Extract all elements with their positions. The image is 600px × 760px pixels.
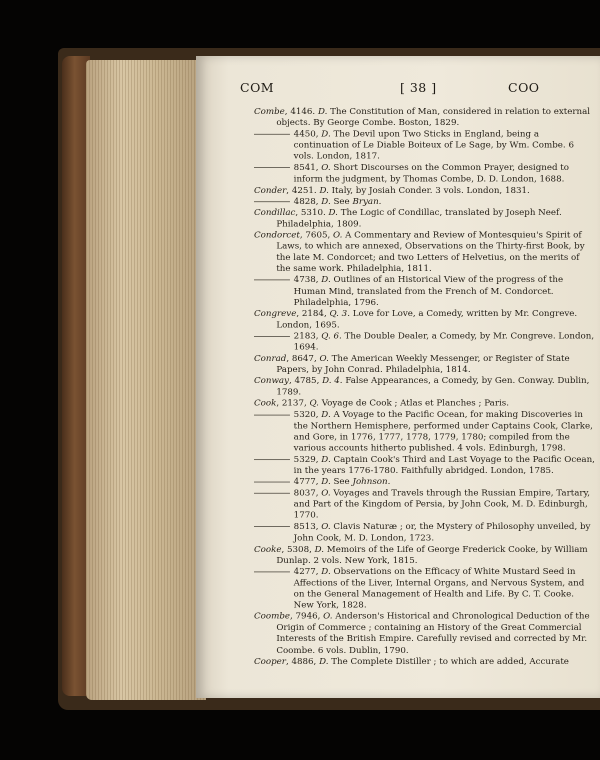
ditto-rule xyxy=(254,572,290,573)
entry-text: The Logic of Condillac, translated by Joseph Neef. Philadelphia, 1809. xyxy=(276,207,562,229)
author-name: Cooper xyxy=(254,656,286,667)
catalogue-entry: Condorcet, 7605, O. A Commentary and Review of Montesquieu's Spirit of Laws, to which are annexed, Observations on the Thirty-first Book, by the late M. Condorcet; and two Letters of Helvetius, on the merits of the same work. Philadelphia, 1811. xyxy=(254,230,585,274)
ditto-rule xyxy=(254,527,290,528)
entry-text: The Constitution of Man, considered in relation to external objects. By George Combe. Boston, 1829. xyxy=(276,106,591,128)
catalogue-subentry xyxy=(254,454,595,476)
ditto-rule xyxy=(254,134,290,135)
size-code: D. xyxy=(321,476,331,487)
shelf-number: 8037, xyxy=(293,488,319,498)
entry-text: Observations on the Efficacy of White Mustard Seed in Affections of the Liver, Internal Organs, and Nervous System, and on the General Management of Health and Life. By C. T. Cooke. New York, 1828. xyxy=(293,566,585,611)
cross-reference: Johnson. xyxy=(352,476,391,487)
entry-text: Short Discourses on the Common Prayer, designed to inform the judgment, by Thomas Combe, D. D. London, 1688. xyxy=(293,162,570,184)
catalogue-entry: Conrad, 8647, O. The American Weekly Messenger, or Register of State Papers, by John Conrad. Philadelphia, 1814. xyxy=(254,353,570,375)
catalogue-entry: Coombe, 7946, O. Anderson's Historical and Chronological Deduction of the Origin of Commerce ; containing an History of the Great Commercial Interests of the British Empire. Carefully revised and corrected by Mr. Coombe. 6 vols. Dublin, 1790. xyxy=(254,611,590,656)
catalogue-subentry xyxy=(254,162,595,184)
entry-text: Italy, by Josiah Conder. 3 vols. London, 1831. xyxy=(331,185,530,196)
entry-text: See xyxy=(333,476,353,487)
ditto-rule xyxy=(254,201,290,202)
size-code: D. xyxy=(321,409,331,420)
entry-text: The Devil upon Two Sticks in England, being a continuation of Le Diable Boiteux of Le Sage, by Wm. Combe. 6 vols. London, 1817. xyxy=(293,129,574,162)
catalogue-subentry xyxy=(254,274,595,308)
catalogue-entries xyxy=(254,106,595,667)
size-code: O. xyxy=(323,611,333,622)
shelf-number: 4785, xyxy=(294,375,320,386)
size-code: Q. 6. xyxy=(321,330,342,341)
shelf-number: 4738, xyxy=(293,274,319,285)
entry-text: False Appearances, a Comedy, by Gen. Conway. Dublin, 1789. xyxy=(276,375,590,397)
size-code: D. 4. xyxy=(322,375,343,386)
author-name: Combe xyxy=(254,106,285,117)
entry-text: See xyxy=(333,196,353,207)
author-name: Condillac xyxy=(254,207,296,218)
catalogue-subentry xyxy=(254,409,595,454)
catalogue-subentry xyxy=(254,521,595,543)
size-code: D. xyxy=(321,274,331,285)
book-page xyxy=(196,56,600,698)
catalogue-entry: Condillac, 5310. D. The Logic of Condillac, translated by Joseph Neef. Philadelphia, 1809. xyxy=(254,207,562,229)
size-code: Q. xyxy=(309,398,319,409)
ditto-rule xyxy=(254,459,290,460)
size-code: O. xyxy=(333,230,343,240)
entry-text: The Double Dealer, a Comedy, by Mr. Congreve. London, 1694. xyxy=(293,330,595,353)
shelf-number: 4777, xyxy=(293,476,319,487)
catalogue-subentry xyxy=(254,566,595,611)
author-name: Cook xyxy=(254,398,277,409)
catalogue-entry: Conway, 4785, D. 4. False Appearances, a Comedy, by Gen. Conway. Dublin, 1789. xyxy=(254,375,590,397)
ditto-rule xyxy=(254,482,290,483)
catalogue-entry: Cooper, 4886, D. The Complete Distiller ; to which are added, Accurate xyxy=(254,656,569,667)
author-name: Conrad xyxy=(254,353,287,364)
ditto-rule xyxy=(254,168,290,169)
size-code: D. xyxy=(328,207,338,218)
catalogue-subentry xyxy=(254,128,595,162)
size-code: O. xyxy=(321,521,331,532)
shelf-number: 4828, xyxy=(293,196,319,207)
entry-text: The Complete Distiller ; to which are added, Accurate xyxy=(331,656,569,667)
shelf-number: 8541, xyxy=(293,162,319,173)
entry-text: Anderson's Historical and Chronological Deduction of the Origin of Commerce ; containing an History of the Great Commercial Interests of the British Empire. Carefully revised and corrected by Mr. Coombe. 6 vols. Dublin, 1790. xyxy=(276,611,590,656)
catalogue-subentry xyxy=(254,330,595,352)
size-code: O. xyxy=(319,353,329,364)
shelf-number: 5320, xyxy=(293,409,319,420)
entry-text: Outlines of an Historical View of the progress of the Human Mind, translated from the French of M. Condorcet. Philadelphia, 1796. xyxy=(293,274,564,308)
author-name: Condorcet xyxy=(254,230,300,240)
page-number: [ 38 ] xyxy=(400,80,437,95)
shelf-number: 2184, xyxy=(301,308,327,319)
entry-text: Voyages and Travels through the Russian Empire, Tartary, and Part of the Kingdom of Persia, by John Cook, M. D. Edinburgh, 1770. xyxy=(293,488,591,521)
catalogue-subentry xyxy=(254,476,595,487)
shelf-number: 8513, xyxy=(293,521,319,532)
catalogue-entry: Cook, 2137, Q. Voyage de Cook ; Atlas et Planches ; Paris. xyxy=(254,398,509,409)
shelf-number: 4277, xyxy=(293,566,319,577)
entry-text: A Voyage to the Pacific Ocean, for making Discoveries in the Northern Hemisphere, performed under Captains Cook, Clarke, and Gore, in 1776, 1777, 1778, 1779, 1780; compiled from the various accounts hitherto published. 4 vols. Edinburgh, 1798. xyxy=(293,409,593,454)
shelf-number: 2183, xyxy=(293,330,319,341)
size-code: D. xyxy=(321,566,331,577)
shelf-number: 2137, xyxy=(281,398,307,409)
author-name: Conway xyxy=(254,375,289,386)
author-name: Cooke xyxy=(254,544,282,555)
catalogue-entry: Conder, 4251. D. Italy, by Josiah Conder. 3 vols. London, 1831. xyxy=(254,185,530,196)
size-code: D. xyxy=(321,454,331,465)
page-edges xyxy=(86,60,206,700)
shelf-number: 4450, xyxy=(293,129,319,139)
size-code: Q. 3. xyxy=(329,308,350,319)
shelf-number: 7946, xyxy=(295,611,321,622)
ditto-rule xyxy=(254,493,290,494)
header-left: COM xyxy=(240,80,275,95)
shelf-number: 4146. xyxy=(290,106,316,117)
size-code: D. xyxy=(321,196,331,207)
shelf-number: 5308, xyxy=(287,544,312,555)
entry-text: A Commentary and Review of Montesquieu's Spirit of Laws, to which are annexed, Observations on the Thirty-first Book, by the late M. Condorcet; and two Letters of Helvetius, on the merits of the same work. Philadelphia, 1811. xyxy=(276,230,585,274)
size-code: D. xyxy=(317,106,328,117)
entry-text: Voyage de Cook ; Atlas et Planches ; Paris. xyxy=(321,398,509,409)
ditto-rule xyxy=(254,414,290,415)
entry-text: Memoirs of the Life of George Frederick Cooke, by William Dunlap. 2 vols. New York, 1815. xyxy=(276,544,588,566)
size-code: O. xyxy=(321,488,331,498)
shelf-number: 8647, xyxy=(291,353,317,364)
size-code: D. xyxy=(314,544,325,555)
entry-text: Captain Cook's Third and Last Voyage to the Pacific Ocean, in the years 1776-1780. Faithfully abridged. London, 1785. xyxy=(293,454,595,476)
shelf-number: 4251. xyxy=(291,185,317,196)
catalogue-subentry xyxy=(254,196,595,207)
author-name: Congreve xyxy=(254,308,297,319)
cross-reference: Bryan. xyxy=(352,196,382,207)
entry-text: Love for Love, a Comedy, written by Mr. Congreve. London, 1695. xyxy=(276,308,578,330)
running-header xyxy=(196,80,600,100)
catalogue-entry: Cooke, 5308, D. Memoirs of the Life of George Frederick Cooke, by William Dunlap. 2 vols. New York, 1815. xyxy=(254,544,588,566)
shelf-number: 5329, xyxy=(293,454,319,465)
catalogue-subentry xyxy=(254,487,595,521)
author-name: Conder xyxy=(254,185,287,196)
catalogue-entry: Congreve, 2184, Q. 3. Love for Love, a Comedy, written by Mr. Congreve. London, 1695. xyxy=(254,308,578,330)
entry-text: Clavis Naturæ ; or, the Mystery of Philosophy unveiled, by John Cook, M. D. London, 1723. xyxy=(293,521,591,543)
size-code: O. xyxy=(321,162,331,173)
header-right: COO xyxy=(508,80,540,95)
size-code: D. xyxy=(321,129,331,139)
ditto-rule xyxy=(254,280,290,281)
shelf-number: 5310. xyxy=(300,207,326,218)
author-name: Coombe xyxy=(254,611,291,622)
size-code: D. xyxy=(319,656,329,667)
catalogue-entry: Combe, 4146. D. The Constitution of Man, considered in relation to external objects. By George Combe. Boston, 1829. xyxy=(254,106,591,128)
entry-text: The American Weekly Messenger, or Register of State Papers, by John Conrad. Philadelphia, 1814. xyxy=(276,353,570,375)
size-code: D. xyxy=(319,185,329,196)
shelf-number: 7605, xyxy=(305,230,331,240)
shelf-number: 4886, xyxy=(291,656,317,667)
ditto-rule xyxy=(254,336,290,337)
